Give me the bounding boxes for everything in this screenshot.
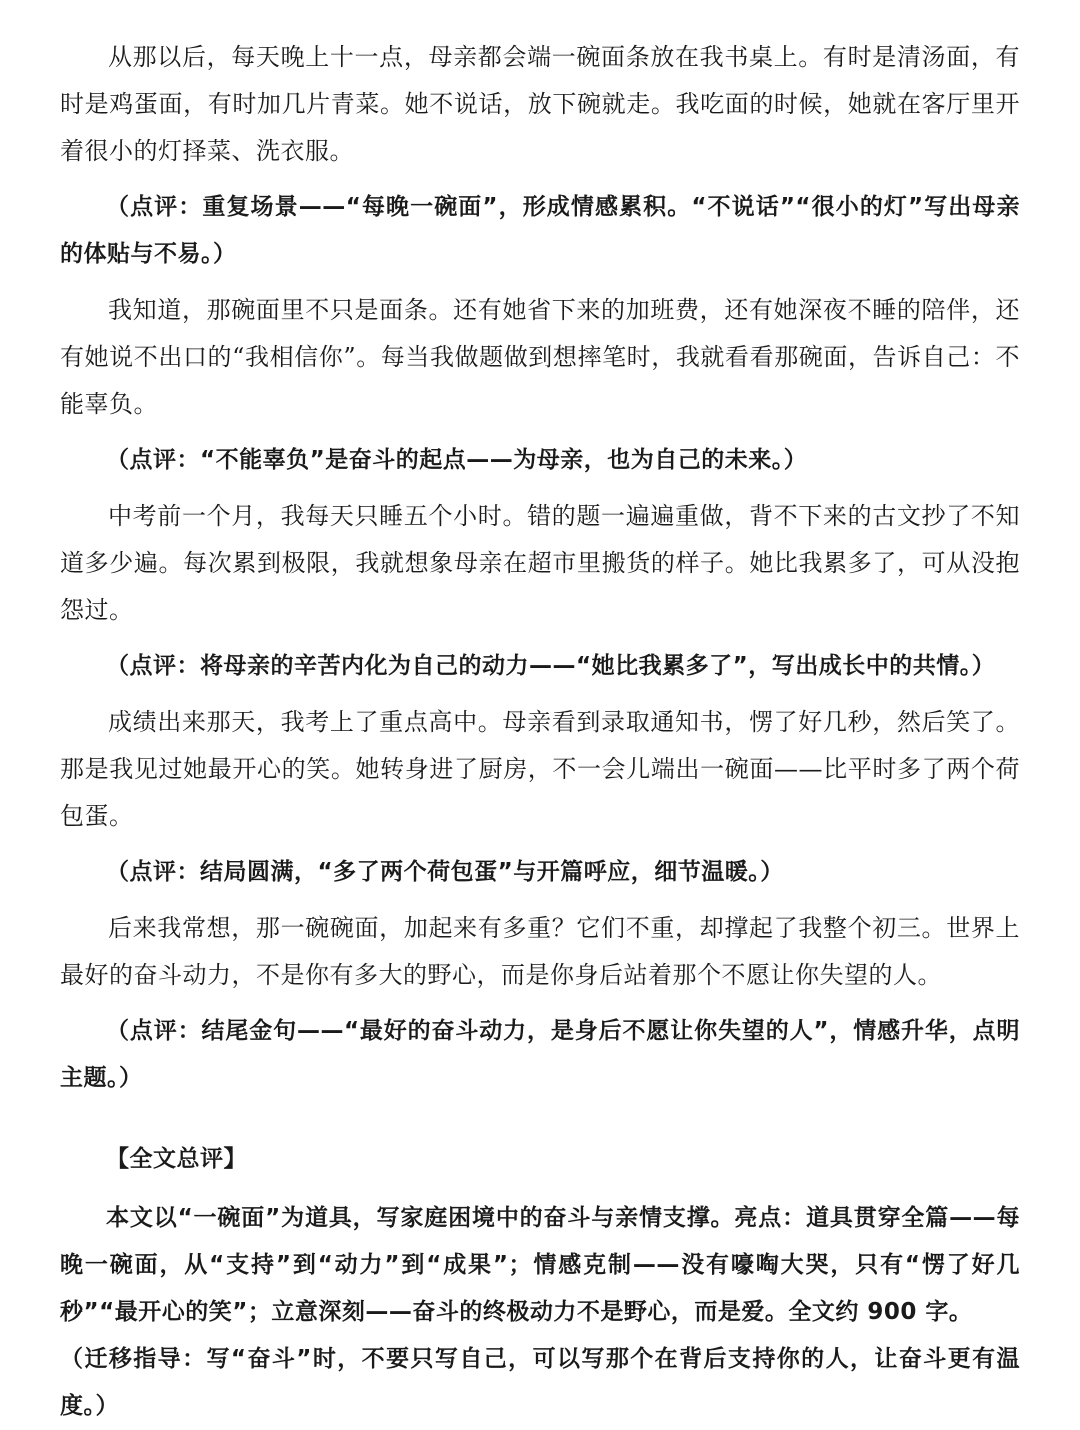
body-paragraph: 成绩出来那天，我考上了重点高中。母亲看到录取通知书，愣了好几秒，然后笑了。那是我见过她最开心的笑。她转身进了厨房，不一会儿端出一碗面——比平时多了两个荷包蛋。: [60, 708, 1020, 830]
comment-paragraph: （点评：重复场景——“每晚一碗面”，形成情感累积。“不说话”“很小的灯”写出母亲的体贴与不易。）: [60, 194, 1020, 267]
comment-paragraph: （点评：结尾金句——“最好的奋斗动力，是身后不愿让你失望的人”，情感升华，点明主题。）: [60, 1018, 1020, 1091]
summary-body: 本文以“一碗面”为道具，写家庭困境中的奋斗与亲情支撑。亮点：道具贯穿全篇——每晚一碗面，从“支持”到“动力”到“成果”；情感克制——没有嚎啕大哭，只有“愣了好几秒”“最开心的笑”；立意深刻——奋斗的终极动力不是野心，而是爱。全文约 900 字。: [60, 1205, 1020, 1325]
body-paragraph: 从那以后，每天晚上十一点，母亲都会端一碗面条放在我书桌上。有时是清汤面，有时是鸡蛋面，有时加几片青菜。她不说话，放下碗就走。我吃面的时候，她就在客厅里开着很小的灯择菜、洗衣服。: [60, 43, 1020, 165]
summary-guide: （迁移指导：写“奋斗”时，不要只写自己，可以写那个在背后支持你的人，让奋斗更有温度。）: [60, 1346, 1020, 1419]
body-paragraph: 中考前一个月，我每天只睡五个小时。错的题一遍遍重做，背不下来的古文抄了不知道多少遍。每次累到极限，我就想象母亲在超市里搬货的样子。她比我累多了，可从没抱怨过。: [60, 502, 1020, 624]
comment-paragraph: （点评：将母亲的辛苦内化为自己的动力——“她比我累多了”，写出成长中的共情。）: [106, 653, 996, 679]
comment-paragraph: （点评：结局圆满，“多了两个荷包蛋”与开篇呼应，细节温暖。）: [106, 859, 784, 885]
body-paragraph: 后来我常想，那一碗碗面，加起来有多重？它们不重，却撑起了我整个初三。世界上最好的奋斗动力，不是你有多大的野心，而是你身后站着那个不愿让你失望的人。: [60, 914, 1020, 989]
body-paragraph: 我知道，那碗面里不只是面条。还有她省下来的加班费，还有她深夜不睡的陪伴，还有她说不出口的“我相信你”。每当我做题做到想摔笔时，我就看看那碗面，告诉自己：不能辜负。: [60, 296, 1020, 418]
document-page: [60, 34, 1020, 1430]
comment-paragraph: （点评：“不能辜负”是奋斗的起点——为母亲，也为自己的未来。）: [106, 447, 808, 473]
summary-title: 【全文总评】: [106, 1146, 247, 1172]
